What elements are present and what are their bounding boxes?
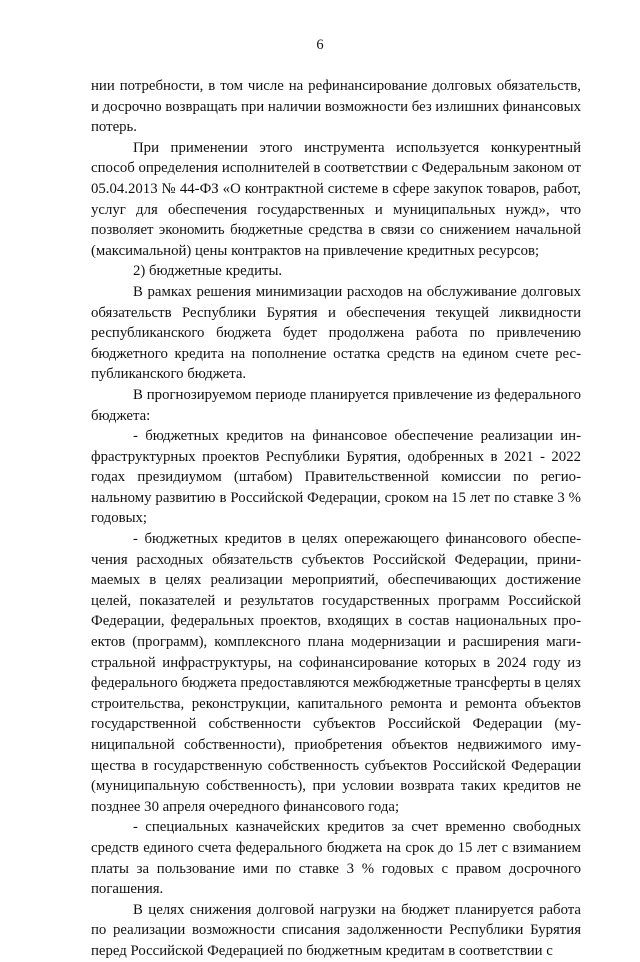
page-number: 6 bbox=[316, 37, 324, 53]
paragraph-forecast-period: В прогнозируемом периоде планируется привлечение из федерального бюджета: bbox=[91, 386, 581, 424]
paragraph-minimization: В рамках решения минимизации расходов на обслуживание долговых обязательств Республики Бурятия и обеспечения текущей ликвидности республиканского бюджета будет продолжена работа по привлечению бюджетного кредита на пополнение остатка средств на едином счете республиканского бюджета. bbox=[91, 283, 581, 383]
document-body bbox=[91, 76, 581, 962]
paragraph-debt-reduction: В целях снижения долговой нагрузки на бюджет планируется работа по реализации возможности списания задолженности Республики Бурятия перед Российской Федерацией по бюджетным кредитам в соответствии с bbox=[91, 901, 581, 959]
list-item-advance-financing-credits: - бюджетных кредитов в целях опережающего финансового обеспечения расходных обязательств субъектов Российской Федерации, принимаемых в целях реализации мероприятий, обеспечивающих достижение целей, показателей и результатов государственных программ Российской Федерации, федеральных проектов, входящих в состав национальных проектов (программ), комплексного плана модернизации и расширения магистральной инфраструктуры, на софинансирование которых в 2024 году из федерального бюджета предоставляются межбюджетные трансферты в целях строительства, реконструкции, капитального ремонта и ремонта объектов государственной собственности субъектов Российской Федерации (муниципальной собственности), приобретения объектов недвижимого имущества в государственную собственность субъектов Российской Федерации (муниципальную собственность), при условии возврата таких кредитов не позднее 30 апреля очередного финансового года; bbox=[91, 531, 581, 815]
paragraph-budget-credits-heading: 2) бюджетные кредиты. bbox=[133, 263, 283, 280]
list-item-treasury-credits: - специальных казначейских кредитов за счет временно свободных средств единого счета федерального бюджета на срок до 15 лет с взиманием платы за пользование ими по ставке 3 % годовых с правом досрочного погашения. bbox=[91, 819, 581, 898]
paragraph-competitive-method: При применении этого инструмента используется конкурентный способ определения исполнителей в соответствии с Федеральным законом от 05.04.2013 № 44-ФЗ «О контрактной системе в сфере закупок товаров, работ, услуг для обеспечения государственных и муниципальных нужд», что позволяет экономить бюджетные средства в связи со снижением начальной (максимальной) цены контрактов на привлечение кредитных ресурсов; bbox=[91, 139, 581, 259]
paragraph-continuation: нии потребности, в том числе на рефинансирование долговых обязательств, и досрочно возвращать при наличии возможности без излишних финансовых потерь. bbox=[91, 78, 581, 136]
list-item-infrastructure-credits: - бюджетных кредитов на финансовое обеспечение реализации инфраструктурных проектов Республики Бурятия, одобренных в 2021 - 2022 годах президиумом (штабом) Правительственной комиссии по региональному развитию в Российской Федерации, сроком на 15 лет по ставке 3 % годовых; bbox=[91, 428, 581, 527]
